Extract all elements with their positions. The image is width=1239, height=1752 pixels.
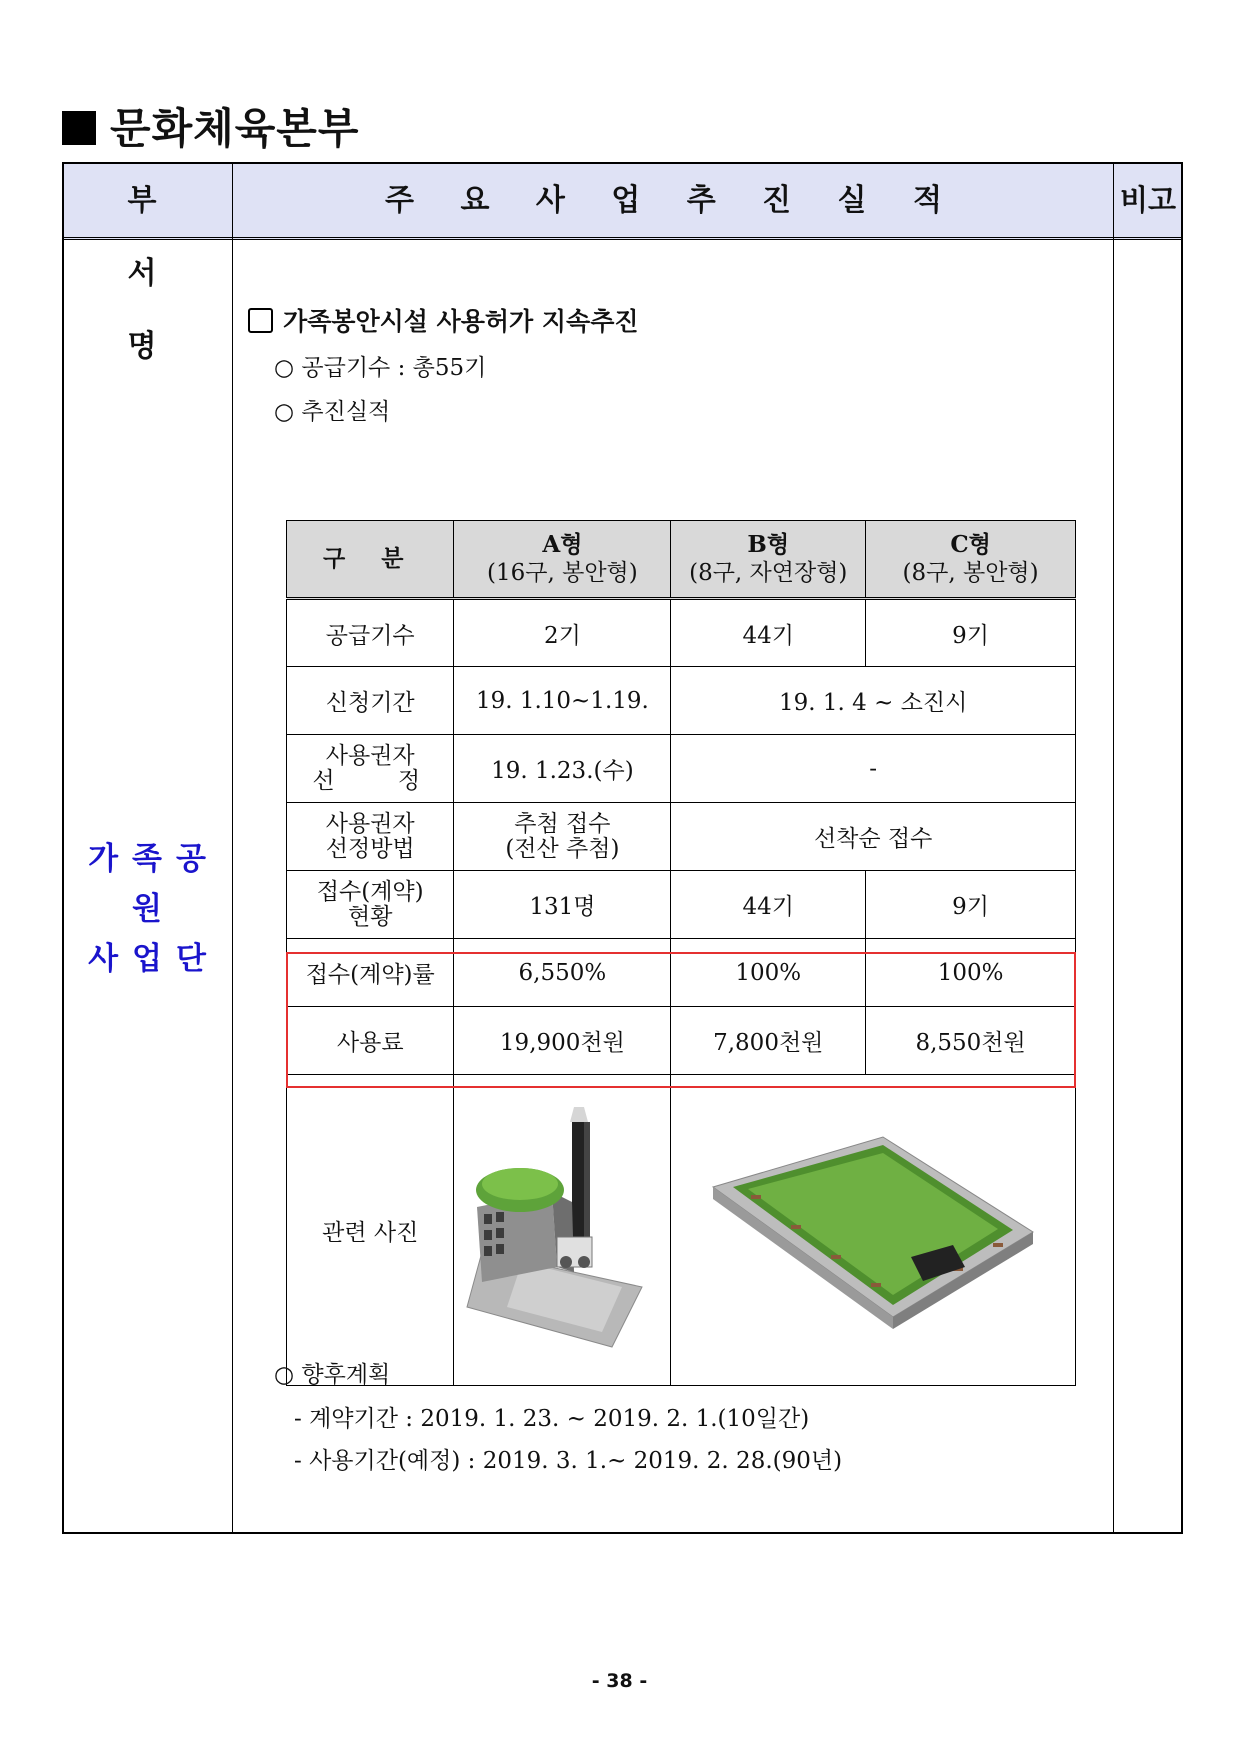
section-title: 문화체육본부 <box>62 96 359 156</box>
col-c: C형 (8구, 봉안형) <box>866 521 1076 599</box>
table-row: 사용권자 선 정 19. 1.23.(수) - <box>287 735 1076 803</box>
black-square-icon <box>62 111 96 145</box>
progress-label: ○ 추진실적 <box>274 399 391 425</box>
col-b: B형 (8구, 자연장형) <box>671 521 866 599</box>
plan-line: - 계약기간 : 2019. 1. 23. ~ 2019. 2. 1.(10일간) <box>294 1406 810 1432</box>
header-main: 주 요 사 업 추 진 실 적 <box>385 183 960 218</box>
item-title: 가족봉안시설 사용허가 지속추진 <box>248 302 639 338</box>
plan-title: ○ 향후계획 <box>274 1362 391 1388</box>
col-label: 구 분 <box>287 521 454 599</box>
photo-type-b-c <box>671 1075 1076 1386</box>
divider <box>232 164 233 1532</box>
table-row: 공급기수 2기 44기 9기 <box>287 599 1076 667</box>
divider <box>1113 164 1114 1532</box>
page-number: - 38 - <box>591 1670 648 1692</box>
table-row: 접수(계약) 현황 131명 44기 9기 <box>287 871 1076 939</box>
col-a: A형 (16구, 봉안형) <box>454 521 671 599</box>
table-row: 사용권자 선정방법 추첨 접수 (전산 추첨) 선착순 접수 <box>287 803 1076 871</box>
tomb-a-image <box>462 1102 662 1352</box>
plan-line: - 사용기간(예정) : 2019. 3. 1.~ 2019. 2. 28.(90년) <box>294 1448 843 1474</box>
photo-type-a <box>454 1075 671 1386</box>
table-row: 관련 사진 <box>287 1075 1076 1386</box>
supply-count: ○ 공급기수 : 총55기 <box>274 355 487 381</box>
results-table <box>286 520 1076 1386</box>
table-row: 사용료 19,900천원 7,800천원 8,550천원 <box>287 1007 1076 1075</box>
report-table <box>62 162 1183 1534</box>
table-row: 신청기간 19. 1.10~1.19. 19. 1. 4 ~ 소진시 <box>287 667 1076 735</box>
header-dept: 부 서 명 <box>127 183 187 364</box>
header-note: 비고 <box>1119 183 1177 217</box>
tomb-b-image <box>703 1117 1043 1337</box>
department-name: 가족공원 사업단 <box>88 841 220 977</box>
table-row: 접수(계약)률 6,550% 100% 100% <box>287 939 1076 1007</box>
checkbox-square-icon <box>248 308 273 333</box>
results-header-row <box>287 521 1076 599</box>
